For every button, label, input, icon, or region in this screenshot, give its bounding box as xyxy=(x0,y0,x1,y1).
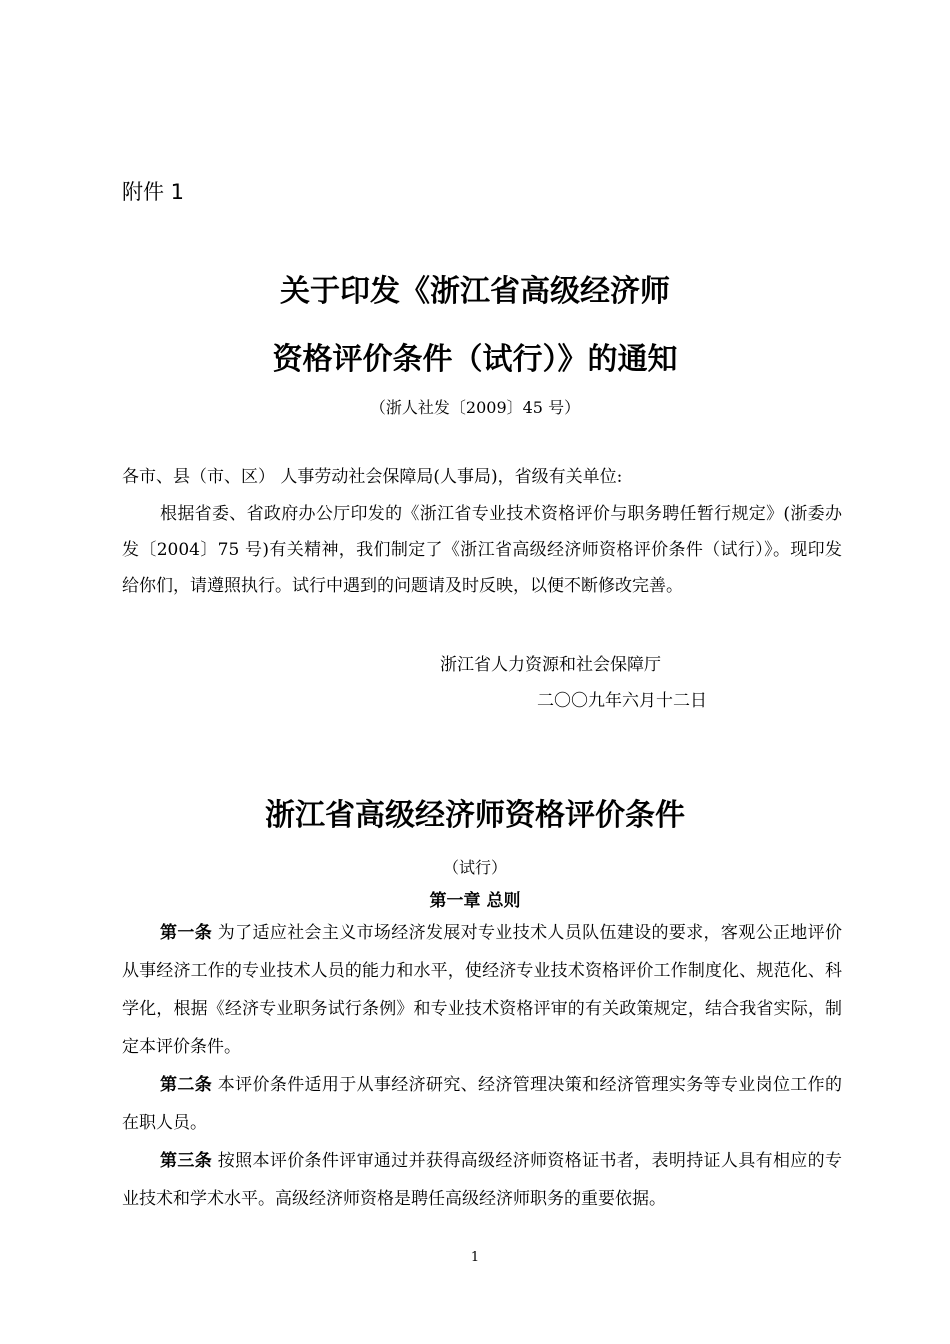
article-2-text: 本评价条件适用于从事经济研究、经济管理决策和经济管理实务等专业岗位工作的在职人员。 xyxy=(122,1075,842,1133)
conditions-title: 浙江省高级经济师资格评价条件 xyxy=(265,798,685,833)
signature-date: 二〇〇九年六月十二日 xyxy=(537,691,707,711)
article-1-text: 为了适应社会主义市场经济发展对专业技术人员队伍建设的要求，客观公正地评价从事经济工作的专业技术人员的能力和水平，使经济专业技术资格评价工作制度化、规范化、科学化，根据《经济专业职务试行条例》和专业技术资格评审的有关政策规定，结合我省实际，制定本评价条件。 xyxy=(122,923,842,1057)
attachment-label: 附件 1 xyxy=(122,180,185,204)
article-3 xyxy=(122,1142,842,1218)
article-2 xyxy=(122,1066,842,1142)
article-3-text: 按照本评价条件评审通过并获得高级经济师资格证书者，表明持证人具有相应的专业技术和学术水平。高级经济师资格是聘任高级经济师职务的重要依据。 xyxy=(122,1151,842,1209)
addressee: 各市、县（市、区） 人事劳动社会保障局(人事局)，省级有关单位: xyxy=(122,467,623,487)
notice-body: 根据省委、省政府办公厅印发的《浙江省专业技术资格评价与职务聘任暂行规定》(浙委办发〔2004〕75 号)有关精神，我们制定了《浙江省高级经济师资格评价条件（试行）》。现印发给你们，请遵照执行。试行中遇到的问题请及时反映，以便不断修改完善。 xyxy=(122,504,842,596)
article-3-label: 第三条 xyxy=(160,1151,213,1171)
signature-organization: 浙江省人力资源和社会保障厅 xyxy=(440,655,661,675)
notice-title-line-1: 关于印发《浙江省高级经济师 xyxy=(280,274,670,309)
page-number: 1 xyxy=(470,1250,480,1265)
chapter-heading: 第一章 总则 xyxy=(429,891,521,911)
article-2-label: 第二条 xyxy=(160,1075,213,1095)
article-1 xyxy=(122,914,842,1066)
article-1-label: 第一条 xyxy=(160,923,213,943)
notice-title-line-2: 资格评价条件（试行）》的通知 xyxy=(272,342,678,377)
conditions-subtitle: （试行） xyxy=(442,858,507,877)
document-number: （浙人社发〔2009〕45 号） xyxy=(369,398,581,417)
